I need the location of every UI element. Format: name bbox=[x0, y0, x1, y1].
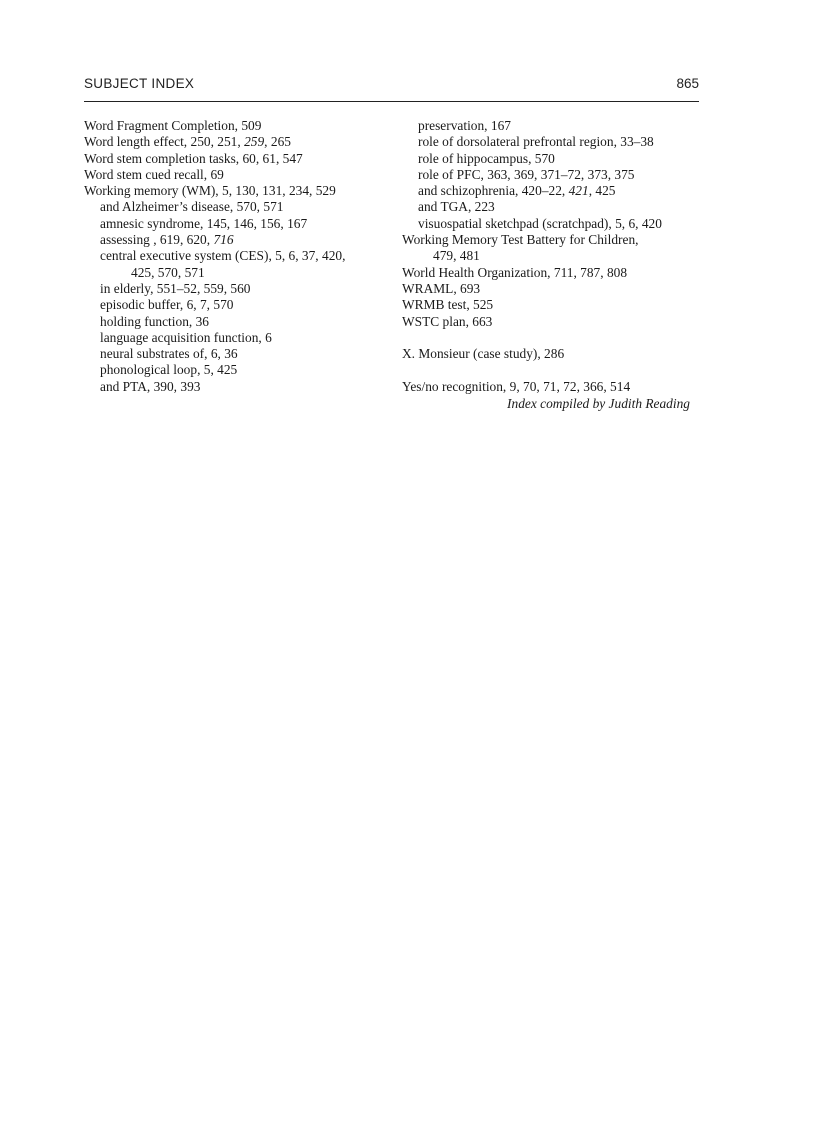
index-subentry-continued: 425, 570, 571 bbox=[131, 264, 205, 280]
index-entry: WSTC plan, 663 bbox=[402, 313, 493, 329]
index-entry: Working Memory Test Battery for Children, bbox=[402, 232, 639, 248]
section-gap bbox=[402, 330, 702, 346]
index-entry: World Health Organization, 711, 787, 808 bbox=[402, 264, 628, 280]
index-subentry: episodic buffer, 6, 7, 570 bbox=[100, 297, 234, 313]
running-head-title: SUBJECT INDEX bbox=[84, 76, 195, 91]
index-subentry: role of dorsolateral prefrontal region, 33–38 bbox=[418, 134, 654, 150]
index-subentry: visuospatial sketchpad (scratchpad), 5, 6, 420 bbox=[418, 215, 662, 231]
index-subentry: and schizophrenia, 420–22, 421, 425 bbox=[418, 183, 616, 199]
index-credit: Index compiled by Judith Reading bbox=[507, 396, 690, 412]
index-subentry: central executive system (CES), 5, 6, 37, 420, bbox=[100, 248, 346, 264]
index-entry: Word Fragment Completion, 509 bbox=[84, 118, 262, 133]
section-gap bbox=[402, 362, 702, 378]
index-subentry: language acquisition function, 6 bbox=[100, 329, 272, 345]
index-column-right bbox=[402, 118, 702, 412]
index-entry: WRAML, 693 bbox=[402, 280, 481, 296]
index-entry: Word stem cued recall, 69 bbox=[84, 166, 224, 182]
index-subentry: amnesic syndrome, 145, 146, 156, 167 bbox=[100, 215, 308, 231]
index-entry: Working memory (WM), 5, 130, 131, 234, 529 bbox=[84, 183, 336, 199]
index-entry: Yes/no recognition, 9, 70, 71, 72, 366, 514 bbox=[402, 378, 631, 394]
index-subentry: neural substrates of, 6, 36 bbox=[100, 346, 238, 362]
index-subentry: assessing , 619, 620, 716 bbox=[100, 232, 234, 248]
index-subentry: and TGA, 223 bbox=[418, 199, 495, 215]
index-subentry: and PTA, 390, 393 bbox=[100, 378, 201, 394]
page-number: 865 bbox=[676, 76, 699, 91]
index-entry-continued: 479, 481 bbox=[433, 248, 480, 264]
index-subentry: role of hippocampus, 570 bbox=[418, 150, 555, 166]
index-subentry: and Alzheimer’s disease, 570, 571 bbox=[100, 199, 284, 215]
index-entry: X. Monsieur (case study), 286 bbox=[402, 346, 565, 362]
index-entry: Word stem completion tasks, 60, 61, 547 bbox=[84, 150, 303, 166]
index-subentry: preservation, 167 bbox=[418, 118, 511, 133]
index-subentry: phonological loop, 5, 425 bbox=[100, 362, 238, 378]
index-subentry: holding function, 36 bbox=[100, 313, 209, 329]
index-entry: WRMB test, 525 bbox=[402, 297, 494, 313]
index-subentry: role of PFC, 363, 369, 371–72, 373, 375 bbox=[418, 166, 635, 182]
index-column-left bbox=[84, 118, 389, 395]
running-header bbox=[84, 76, 699, 98]
header-rule bbox=[84, 101, 699, 102]
index-entry: Word length effect, 250, 251, 259, 265 bbox=[84, 134, 291, 150]
index-subentry: in elderly, 551–52, 559, 560 bbox=[100, 280, 251, 296]
